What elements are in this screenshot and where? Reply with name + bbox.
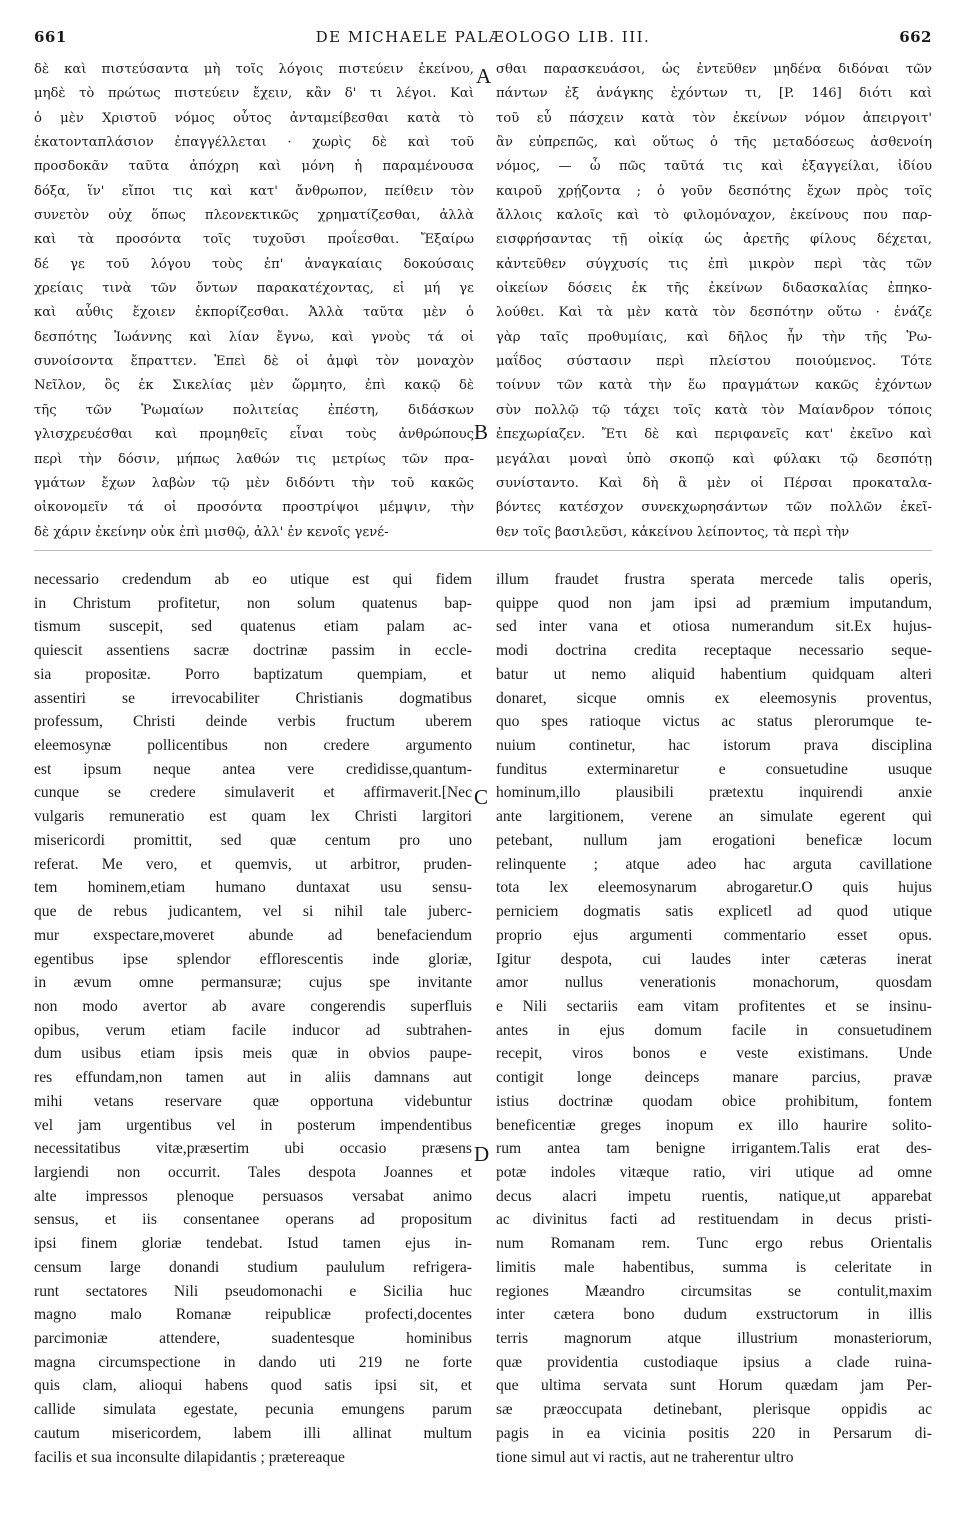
- text-line: opibus, verum etiam facile inducor ad subtrahen-: [34, 1021, 472, 1039]
- text-line: δὲ χάριν ἐκείνην οὐκ ἐπὶ μισθῷ, ἀλλ' ἐν κενοῖς γενέ-: [34, 524, 389, 540]
- running-title: DE MICHAELE PALÆOLOGO LIB. III.: [315, 28, 651, 46]
- text-line: misericordi promittit, sed quæ centum pro uno: [34, 831, 472, 849]
- text-line: ἂν εὐπρεπῶς, καὶ οὕτως ὁ τῆς μεταδόσεως ἀσθενοίη: [496, 135, 932, 151]
- text-line: que de rebus judicantem, vel si nihil tale juberc-: [34, 903, 472, 921]
- text-line: γὰρ ταῖς προθυμίαις, καὶ δῆλος ἦν τὴν τῆς Ῥω-: [496, 329, 932, 345]
- text-line: inter cætera bono dudum exstructorum in illis: [496, 1306, 932, 1324]
- text-line: potæ indoles vitæque ratio, viri utique ad omne: [496, 1163, 932, 1181]
- text-line: δόξα, ἵν' εἴποι τις καὶ κατ' ἄνθρωπον, πείθειν τὸν: [34, 183, 474, 199]
- text-line: sia propositæ. Porro baptizatum quempiam, et: [34, 665, 472, 683]
- text-line: antes in ejus domum facile in consuetudinem: [496, 1021, 932, 1039]
- margin-marker-c: C: [474, 785, 489, 809]
- text-line: referat. Me vero, et quemvis, ut arbitror, pruden-: [34, 855, 472, 873]
- text-line: μηδὲ τὸ πρώτως πιστεύειν ἔχειν, κἂν δ' τι λέγοι. Καὶ: [34, 86, 474, 102]
- text-line: magno malo Romanæ reipublicæ profecti,docentes: [34, 1306, 472, 1324]
- latin-column-left: [34, 568, 472, 1469]
- text-line: amor nullus venerationis monachorum, quosdam: [496, 974, 932, 992]
- text-line: necessario credendum ab eo utique est qui fidem: [34, 571, 472, 588]
- text-line: οἰκονομεῖν τά οἱ προσόντα προστρίψοι μέμψιν, τὴν: [34, 500, 474, 516]
- text-line: sed inter vana et otiosa numerandum sit.Ex hujus-: [496, 618, 932, 636]
- margin-marker-b: B: [474, 420, 489, 444]
- text-line: istius doctrinæ quodam obice prohibitum, fontem: [496, 1092, 932, 1110]
- text-line: ἑκατονταπλάσιον ἐπαγγέλλεται · χωρὶς δὲ καὶ τοῦ: [34, 135, 474, 151]
- text-line: συνίσταντο. Καὶ δὴ ἃ μὲν οἱ Πέρσαι προκαταλα-: [496, 475, 932, 491]
- text-line: κἀντεῦθεν σύγχυσίς τις ἐπὶ μικρὸν περὶ τὰς τῶν: [496, 256, 932, 272]
- text-line: καὶ αὖθις ἔχοιεν ἐκπορίζεσθαι. Ἀλλὰ ταῦτα μὲν ὁ: [34, 305, 474, 321]
- text-line: donaret, sicque omnis ex eleemosynis proventus,: [496, 689, 932, 707]
- text-line: tota lex eleemosynarum abrogaretur.O quis hujus: [496, 879, 932, 897]
- text-line: ὁ μὲν Χριστοῦ νόμος οὗτος ἀνταμείβεσθαι κατὰ τὸ: [34, 110, 474, 126]
- text-line: perniciem dogmatis satis explicetl ad quod utique: [496, 903, 932, 921]
- text-line: quæ providentia custodiaque ipsius a clade ruina-: [496, 1353, 932, 1371]
- text-line: tismum suscepit, sed quatenus etiam palam ac-: [34, 618, 472, 636]
- text-line: τῆς τῶν Ῥωμαίων πολιτείας ἐπέστη, διδάσκων: [34, 402, 474, 418]
- text-line: largiendi non occurrit. Tales despota Joannes et: [34, 1163, 472, 1181]
- text-line: magna circumspectione in dando uti 219 ne forte: [34, 1353, 472, 1371]
- text-line: in Christum profitetur, non solum quatenus bap-: [34, 594, 472, 612]
- text-line: ac divinitus facti ad restituendam in decus pristi-: [496, 1211, 932, 1229]
- text-line: contigit longe deinceps manare parcius, pravæ: [496, 1069, 932, 1087]
- text-line: τοίνυν τῶν κατὰ τὴν ἕω πραγμάτων κακῶς ἐχόντων: [496, 378, 932, 394]
- text-line: limitis male habentibus, summa is celeritate in: [496, 1258, 932, 1276]
- text-line: eleemosynæ pollicentibus non credere argumento: [34, 737, 472, 755]
- margin-marker-a: A: [476, 64, 492, 88]
- text-line: sæ præoccupata detinebant, plerisque oppidis ac: [496, 1401, 932, 1419]
- text-line: οἰκείων δόσεις ἐκ τῆς ἐκείνων διδασκαλίας ἐπηκο-: [496, 281, 932, 297]
- text-line: egentibus ipse splendor efflorescentis inde gloriæ,: [34, 950, 472, 968]
- text-line: regiones Mæandro circumsitas se contulit,maxim: [496, 1282, 932, 1300]
- text-line: θεν τοῖς βασιλεῦσι, κἀκείνου λείποντος, τὰ περὶ τὴν: [496, 524, 850, 540]
- text-line: ἄλλοις καλοῖς καὶ τὸ φιλομόναχον, ἐκείνους που παρ-: [496, 208, 932, 224]
- text-line: necessitatibus vitæ,præsertim ubi occasio præsens: [34, 1140, 472, 1158]
- margin-marker-d: D: [474, 1142, 490, 1166]
- text-line: καιροῦ χρῄζοντα ; ὁ γοῦν δεσπότης ἔχων πρὸς τοῖς: [496, 183, 932, 199]
- text-line: nuium continetur, hac istorum prava disciplina: [496, 737, 932, 755]
- text-line: mur exspectare,moveret abunde ad benefaciendum: [34, 926, 472, 944]
- text-line: quo spes ratioque victus ac status plerorumque te-: [496, 713, 932, 731]
- text-line: non modo avertor ab avare congerendis superfluis: [34, 997, 472, 1015]
- text-line: beneficentiæ greges inopum ex illo haurire solito-: [496, 1116, 932, 1134]
- greek-column-right: [496, 58, 932, 545]
- text-line: petebant, nullum jam erogationi beneficæ locum: [496, 831, 932, 849]
- text-line: ante largitionem, verene an simulate egerent qui: [496, 808, 932, 826]
- text-line: μεγάλαι μοναὶ ὑπὸ σκοπῷ καὶ φύλακι τῷ δεσπότῃ: [496, 451, 932, 467]
- text-line: funditus exterminaretur e consuetudine usuque: [496, 760, 932, 778]
- text-line: συνοίσοντα ἔπραττεν. Ἐπεὶ δὲ οἱ ἀμφὶ τὸν μοναχὸν: [34, 354, 474, 370]
- text-line: hominum,illo plausibili prætextu inquirendi anxie: [496, 784, 932, 802]
- text-line: alte impressos plenoque persuasos versabat animo: [34, 1187, 472, 1205]
- text-line: καὶ τὰ προσόντα τοῖς τυχοῦσι προΐεσθαι. Ἔξαίρω: [34, 232, 474, 248]
- text-line: parcimoniæ attendere, suadentesque hominibus: [34, 1330, 472, 1347]
- text-line: tem hominem,etiam humano duntaxat usu sensu-: [34, 879, 472, 897]
- text-line: vulgaris remuneratio est quam lex Christi largitori: [34, 808, 472, 826]
- text-line: in ævum omne permansuræ; cujus spe invitante: [34, 974, 472, 992]
- section-divider: [34, 550, 932, 551]
- text-line: δεσπότης Ἰωάννης καὶ λίαν ἔγνω, καὶ γνοὺς τά οἱ: [34, 329, 474, 345]
- text-line: sensus, et iis consentanee operans ad propositum: [34, 1211, 472, 1229]
- text-line: τοῦ εὖ πάσχειν κατὰ τὸν ἐκείνων νόμον ἀπειργοιτ': [496, 110, 932, 126]
- text-line: σὺν πολλῷ τῷ τάχει τοῖς κατὰ τὸν Μαίανδρον τόποις: [496, 402, 932, 418]
- text-line: modi doctrina credita receptaque necessario seque-: [496, 642, 932, 660]
- text-line: res effundam,non tamen aut in aliis damnans aut: [34, 1069, 472, 1087]
- text-line: que ultima servata sunt Horum quædam jam Per-: [496, 1377, 932, 1395]
- text-line: λούθει. Καὶ τὰ μὲν κατὰ τὸν δεσπότην οὕτω · ἐνάζε: [496, 305, 932, 321]
- text-line: προσδοκᾶν ταῦτα ἀπόχρη καὶ μόνη ἡ παραμένουσα: [34, 159, 474, 175]
- latin-column-right: [496, 568, 932, 1469]
- text-line: εισφρήσαντας τῇ οἰκίᾳ ὡς ἀρετῆς φίλους δέχεται,: [496, 232, 932, 248]
- text-line: decus alacri impetu ruentis, natique,ut apparebat: [496, 1187, 932, 1205]
- text-line: batur ut nemo aliquid habentium quidquam alteri: [496, 665, 932, 683]
- text-line: βόντες κατέσχον συνεκχωρησάντων τῶν πολλῶν ἐκεῖ-: [496, 500, 932, 516]
- text-line: callide simulata egestate, pecunia emungens parum: [34, 1401, 472, 1419]
- text-line: γλισχρευέσθαι καὶ προμηθεῖς εἶναι τοὺς ἀνθρώπους: [34, 427, 474, 443]
- text-line: δέ γε τοῦ λόγου τοὺς ἐπ' ἀναγκαίαις δοκούσαις: [34, 256, 474, 272]
- text-line: num Romanam rem. Tunc ergo rebus Orientalis: [496, 1235, 932, 1253]
- text-line: περὶ τὴν δόσιν, μήπως λαθών τις μετρίως τῶν πρα-: [34, 451, 474, 467]
- text-line: rum antea tam benigne irrigantem.Talis erat des-: [496, 1140, 932, 1158]
- text-line: tione simul aut vi ractis, aut ne traherentur ultro: [496, 1448, 794, 1466]
- text-line: dum usibus etiam ipsis meis quæ in obvios paupe-: [34, 1045, 472, 1063]
- text-line: facilis et sua inconsulte dilapidantis ; prætereaque: [34, 1448, 345, 1466]
- text-line: συνετὸν οὐχ ὅπως πλεονεκτικῶς χρηματίζεσθαι, ἀλλὰ: [34, 208, 474, 224]
- text-line: assentiri se irrevocabiliter Christianis dogmatibus: [34, 689, 472, 707]
- text-line: Igitur despota, cui laudes inter cæteras inerat: [496, 950, 932, 968]
- text-line: Νεῖλον, ὃς ἐκ Σικελίας μὲν ὥρμητο, ἐπὶ κακῷ δὲ: [34, 378, 474, 394]
- text-line: ἐπεχωρίαζεν. Ἔτι δὲ καὶ περιφανεῖς κατ' ἐκεῖνο καὶ: [496, 427, 932, 443]
- text-line: quiescit assentiens sacræ doctrinæ passim in eccle-: [34, 642, 472, 660]
- text-line: quippe quod non jam ipsi ad præmium imputandum,: [496, 594, 932, 612]
- running-header: [34, 28, 932, 54]
- page-number-left: 661: [34, 28, 67, 46]
- text-line: χρείαις τινὰ τῶν ὄντων παρακατέχοντας, εἰ μή γε: [34, 281, 474, 297]
- text-line: est ipsum neque antea vere credidisse,quantum-: [34, 760, 472, 778]
- page-number-right: 662: [899, 28, 932, 46]
- text-line: censum large donandi studium paululum refrigera-: [34, 1258, 472, 1276]
- text-line: quis clam, alioqui habens quod satis ipsi sit, et: [34, 1377, 472, 1395]
- text-line: vel jam urgentibus vel in posterum impendentibus: [34, 1116, 472, 1134]
- text-line: proprio ejus argumenti commentario esset opus.: [496, 926, 932, 944]
- text-line: recepit, viros bonos e veste existimans. Unde: [496, 1045, 932, 1063]
- text-line: μαΐδος σύστασιν περὶ πλείστου ποιούμενος. Τότε: [496, 354, 932, 370]
- text-line: νόμος, — ὦ πῶς ταῦτά τις καὶ ἐξαγγείλαι, ἰδίου: [496, 159, 932, 175]
- text-line: cautum misericordem, labem illi allinat multum: [34, 1424, 472, 1442]
- text-line: e Nili sectariis eam vitam profitentes et se insinu-: [496, 997, 932, 1015]
- text-line: relinquente ; atque adeo hac arguta cavillatione: [496, 855, 932, 873]
- greek-column-left: [34, 58, 474, 545]
- text-line: σθαι παρασκευάσοι, ὡς ἐντεῦθεν μηδένα διδόναι τῶν: [496, 62, 932, 77]
- text-line: γμάτων ἔχων λαβὼν τῷ μὲν διδόντι τὴν τοῦ κακῶς: [34, 475, 474, 491]
- text-line: runt sectatores Nili pseudomonachi e Sicilia huc: [34, 1282, 472, 1300]
- text-line: mihi vetans reservare quæ opportuna videbuntur: [34, 1092, 472, 1110]
- text-line: ipsi finem gloriæ tendebat. Istud tamen ejus in-: [34, 1235, 472, 1253]
- text-line: δὲ καὶ πιστεύσαντα μὴ τοῖς λόγοις πιστεύειν ἐκείνου,: [34, 62, 474, 77]
- text-line: terris magnorum atque illustrium monasteriorum,: [496, 1330, 932, 1347]
- text-line: cunque se credere simulaverit et affirmaverit.[Nec: [34, 784, 472, 802]
- text-line: pagis in ea vicinia positis 220 in Persarum di-: [496, 1424, 932, 1442]
- text-line: πάντων ἐξ ἀνάγκης ἐχόντων τι, [P. 146] διότι καὶ: [496, 86, 932, 102]
- text-line: illum fraudet frustra sperata mercede talis operis,: [496, 571, 932, 588]
- text-line: professum, Christi deinde verbis fructum uberem: [34, 713, 472, 731]
